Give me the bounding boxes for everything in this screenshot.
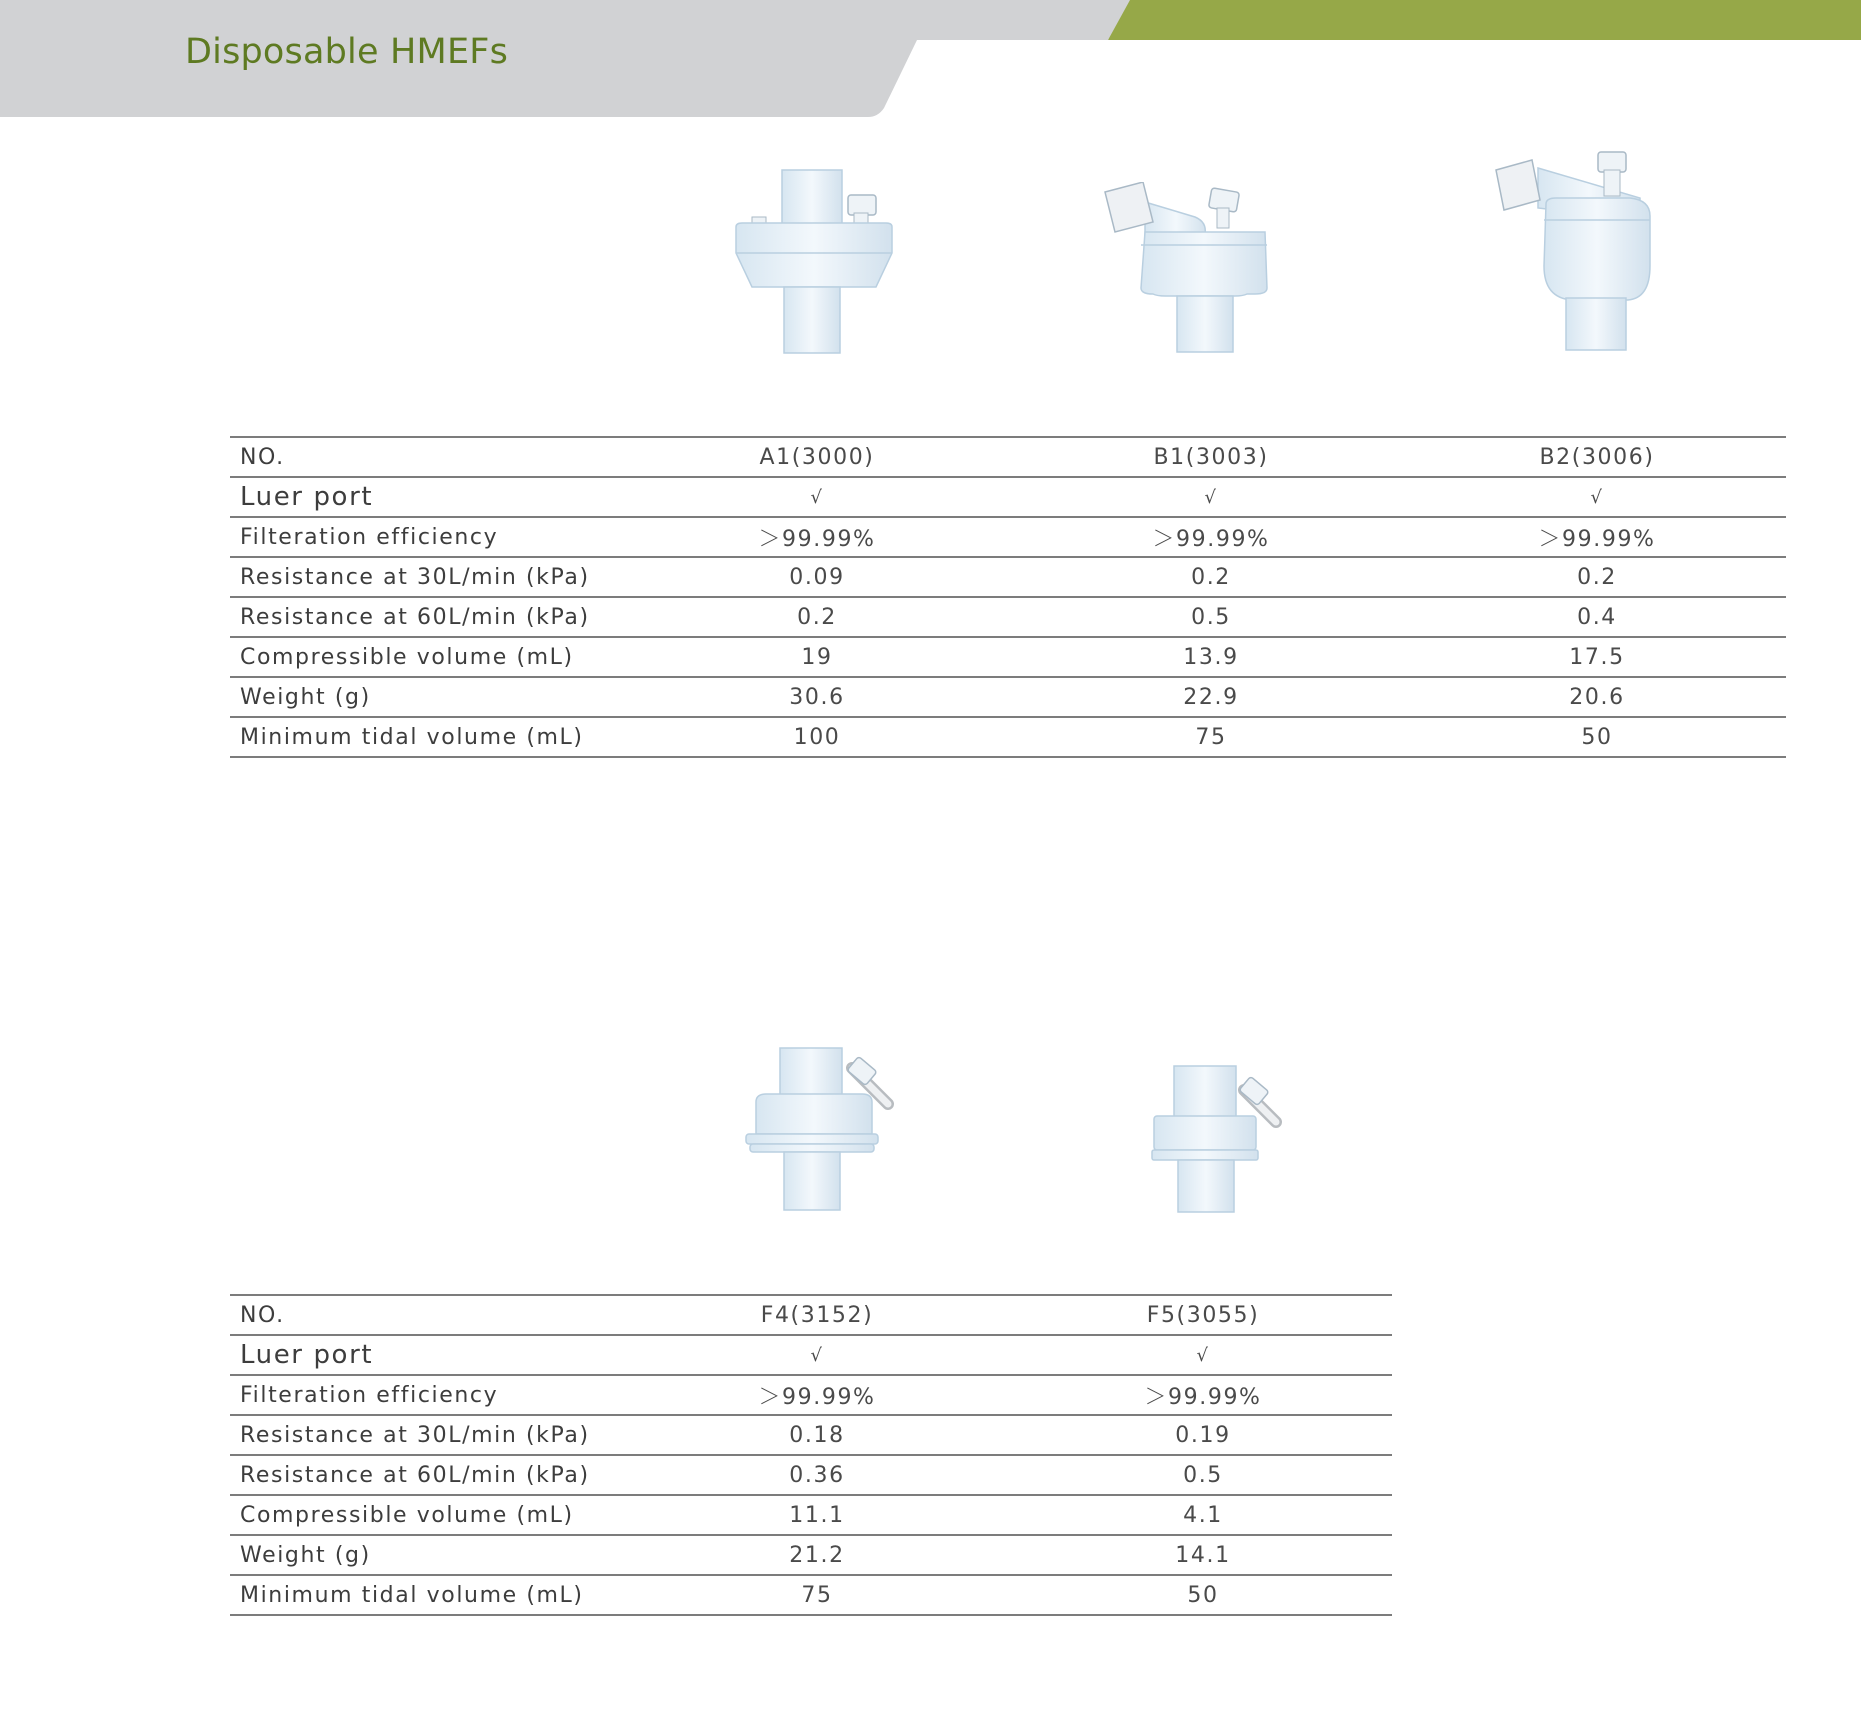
cell-value: ＞99.99% bbox=[1014, 517, 1408, 557]
cell-value: F4(3152) bbox=[620, 1295, 1014, 1335]
table-row bbox=[230, 477, 1786, 517]
product-image-b2 bbox=[1490, 148, 1660, 358]
cell-value: 0.18 bbox=[620, 1415, 1014, 1455]
header-green-strip bbox=[1108, 0, 1861, 40]
cell-value: B1(3003) bbox=[1014, 437, 1408, 477]
cell-value: 22.9 bbox=[1014, 677, 1408, 717]
table-row bbox=[230, 517, 1786, 557]
check-icon: √ bbox=[620, 1335, 1014, 1375]
table-row bbox=[230, 637, 1786, 677]
spec-table-2 bbox=[230, 1294, 1392, 1616]
cell-value: 50 bbox=[1014, 1575, 1392, 1615]
row-label: Weight (g) bbox=[230, 677, 620, 717]
row-label: Resistance at 30L/min (kPa) bbox=[230, 557, 620, 597]
row-label: Minimum tidal volume (mL) bbox=[230, 717, 620, 757]
cell-value: ＞99.99% bbox=[1014, 1375, 1392, 1415]
table-row bbox=[230, 1375, 1392, 1415]
cell-value: 0.5 bbox=[1014, 597, 1408, 637]
cell-value: 0.2 bbox=[620, 597, 1014, 637]
cell-value: 50 bbox=[1408, 717, 1786, 757]
cell-value: 4.1 bbox=[1014, 1495, 1392, 1535]
table-row bbox=[230, 677, 1786, 717]
table-row bbox=[230, 1335, 1392, 1375]
row-label: Resistance at 60L/min (kPa) bbox=[230, 597, 620, 637]
row-label: Filteration efficiency bbox=[230, 517, 620, 557]
product-image-b1 bbox=[1095, 182, 1285, 362]
header-gray-band bbox=[0, 0, 1130, 117]
table-row bbox=[230, 717, 1786, 757]
cell-value: ＞99.99% bbox=[1408, 517, 1786, 557]
row-label: NO. bbox=[230, 1295, 620, 1335]
cell-value: 20.6 bbox=[1408, 677, 1786, 717]
row-label: Resistance at 60L/min (kPa) bbox=[230, 1455, 620, 1495]
table-row bbox=[230, 1535, 1392, 1575]
row-label: Resistance at 30L/min (kPa) bbox=[230, 1415, 620, 1455]
page-title: Disposable HMEFs bbox=[185, 32, 509, 72]
table-row bbox=[230, 557, 1786, 597]
table-row bbox=[230, 1295, 1392, 1335]
cell-value: 0.09 bbox=[620, 557, 1014, 597]
row-label: Luer port bbox=[230, 1335, 620, 1375]
row-label: NO. bbox=[230, 437, 620, 477]
product-image-a1 bbox=[726, 165, 906, 365]
check-icon: √ bbox=[1014, 1335, 1392, 1375]
table-row bbox=[230, 1495, 1392, 1535]
spec-table-1 bbox=[230, 436, 1786, 758]
cell-value: 30.6 bbox=[620, 677, 1014, 717]
row-label: Weight (g) bbox=[230, 1535, 620, 1575]
cell-value: 21.2 bbox=[620, 1535, 1014, 1575]
cell-value: 75 bbox=[1014, 717, 1408, 757]
cell-value: ＞99.99% bbox=[620, 517, 1014, 557]
row-label: Luer port bbox=[230, 477, 620, 517]
table-row bbox=[230, 1455, 1392, 1495]
cell-value: 0.2 bbox=[1014, 557, 1408, 597]
cell-value: 0.19 bbox=[1014, 1415, 1392, 1455]
table-row bbox=[230, 1575, 1392, 1615]
check-icon: √ bbox=[1014, 477, 1408, 517]
cell-value: 0.5 bbox=[1014, 1455, 1392, 1495]
cell-value: 17.5 bbox=[1408, 637, 1786, 677]
cell-value: B2(3006) bbox=[1408, 437, 1786, 477]
cell-value: 19 bbox=[620, 637, 1014, 677]
cell-value: 75 bbox=[620, 1575, 1014, 1615]
cell-value: 0.36 bbox=[620, 1455, 1014, 1495]
check-icon: √ bbox=[620, 477, 1014, 517]
row-label: Compressible volume (mL) bbox=[230, 1495, 620, 1535]
cell-value: F5(3055) bbox=[1014, 1295, 1392, 1335]
table-row bbox=[230, 437, 1786, 477]
cell-value: 13.9 bbox=[1014, 637, 1408, 677]
cell-value: ＞99.99% bbox=[620, 1375, 1014, 1415]
table-row bbox=[230, 1415, 1392, 1455]
row-label: Filteration efficiency bbox=[230, 1375, 620, 1415]
cell-value: 100 bbox=[620, 717, 1014, 757]
cell-value: 0.2 bbox=[1408, 557, 1786, 597]
table-row bbox=[230, 597, 1786, 637]
cell-value: A1(3000) bbox=[620, 437, 1014, 477]
product-image-f5 bbox=[1148, 1060, 1298, 1218]
row-label: Compressible volume (mL) bbox=[230, 637, 620, 677]
cell-value: 11.1 bbox=[620, 1495, 1014, 1535]
cell-value: 0.4 bbox=[1408, 597, 1786, 637]
cell-value: 14.1 bbox=[1014, 1535, 1392, 1575]
row-label: Minimum tidal volume (mL) bbox=[230, 1575, 620, 1615]
check-icon: √ bbox=[1408, 477, 1786, 517]
product-image-f4 bbox=[742, 1042, 912, 1217]
